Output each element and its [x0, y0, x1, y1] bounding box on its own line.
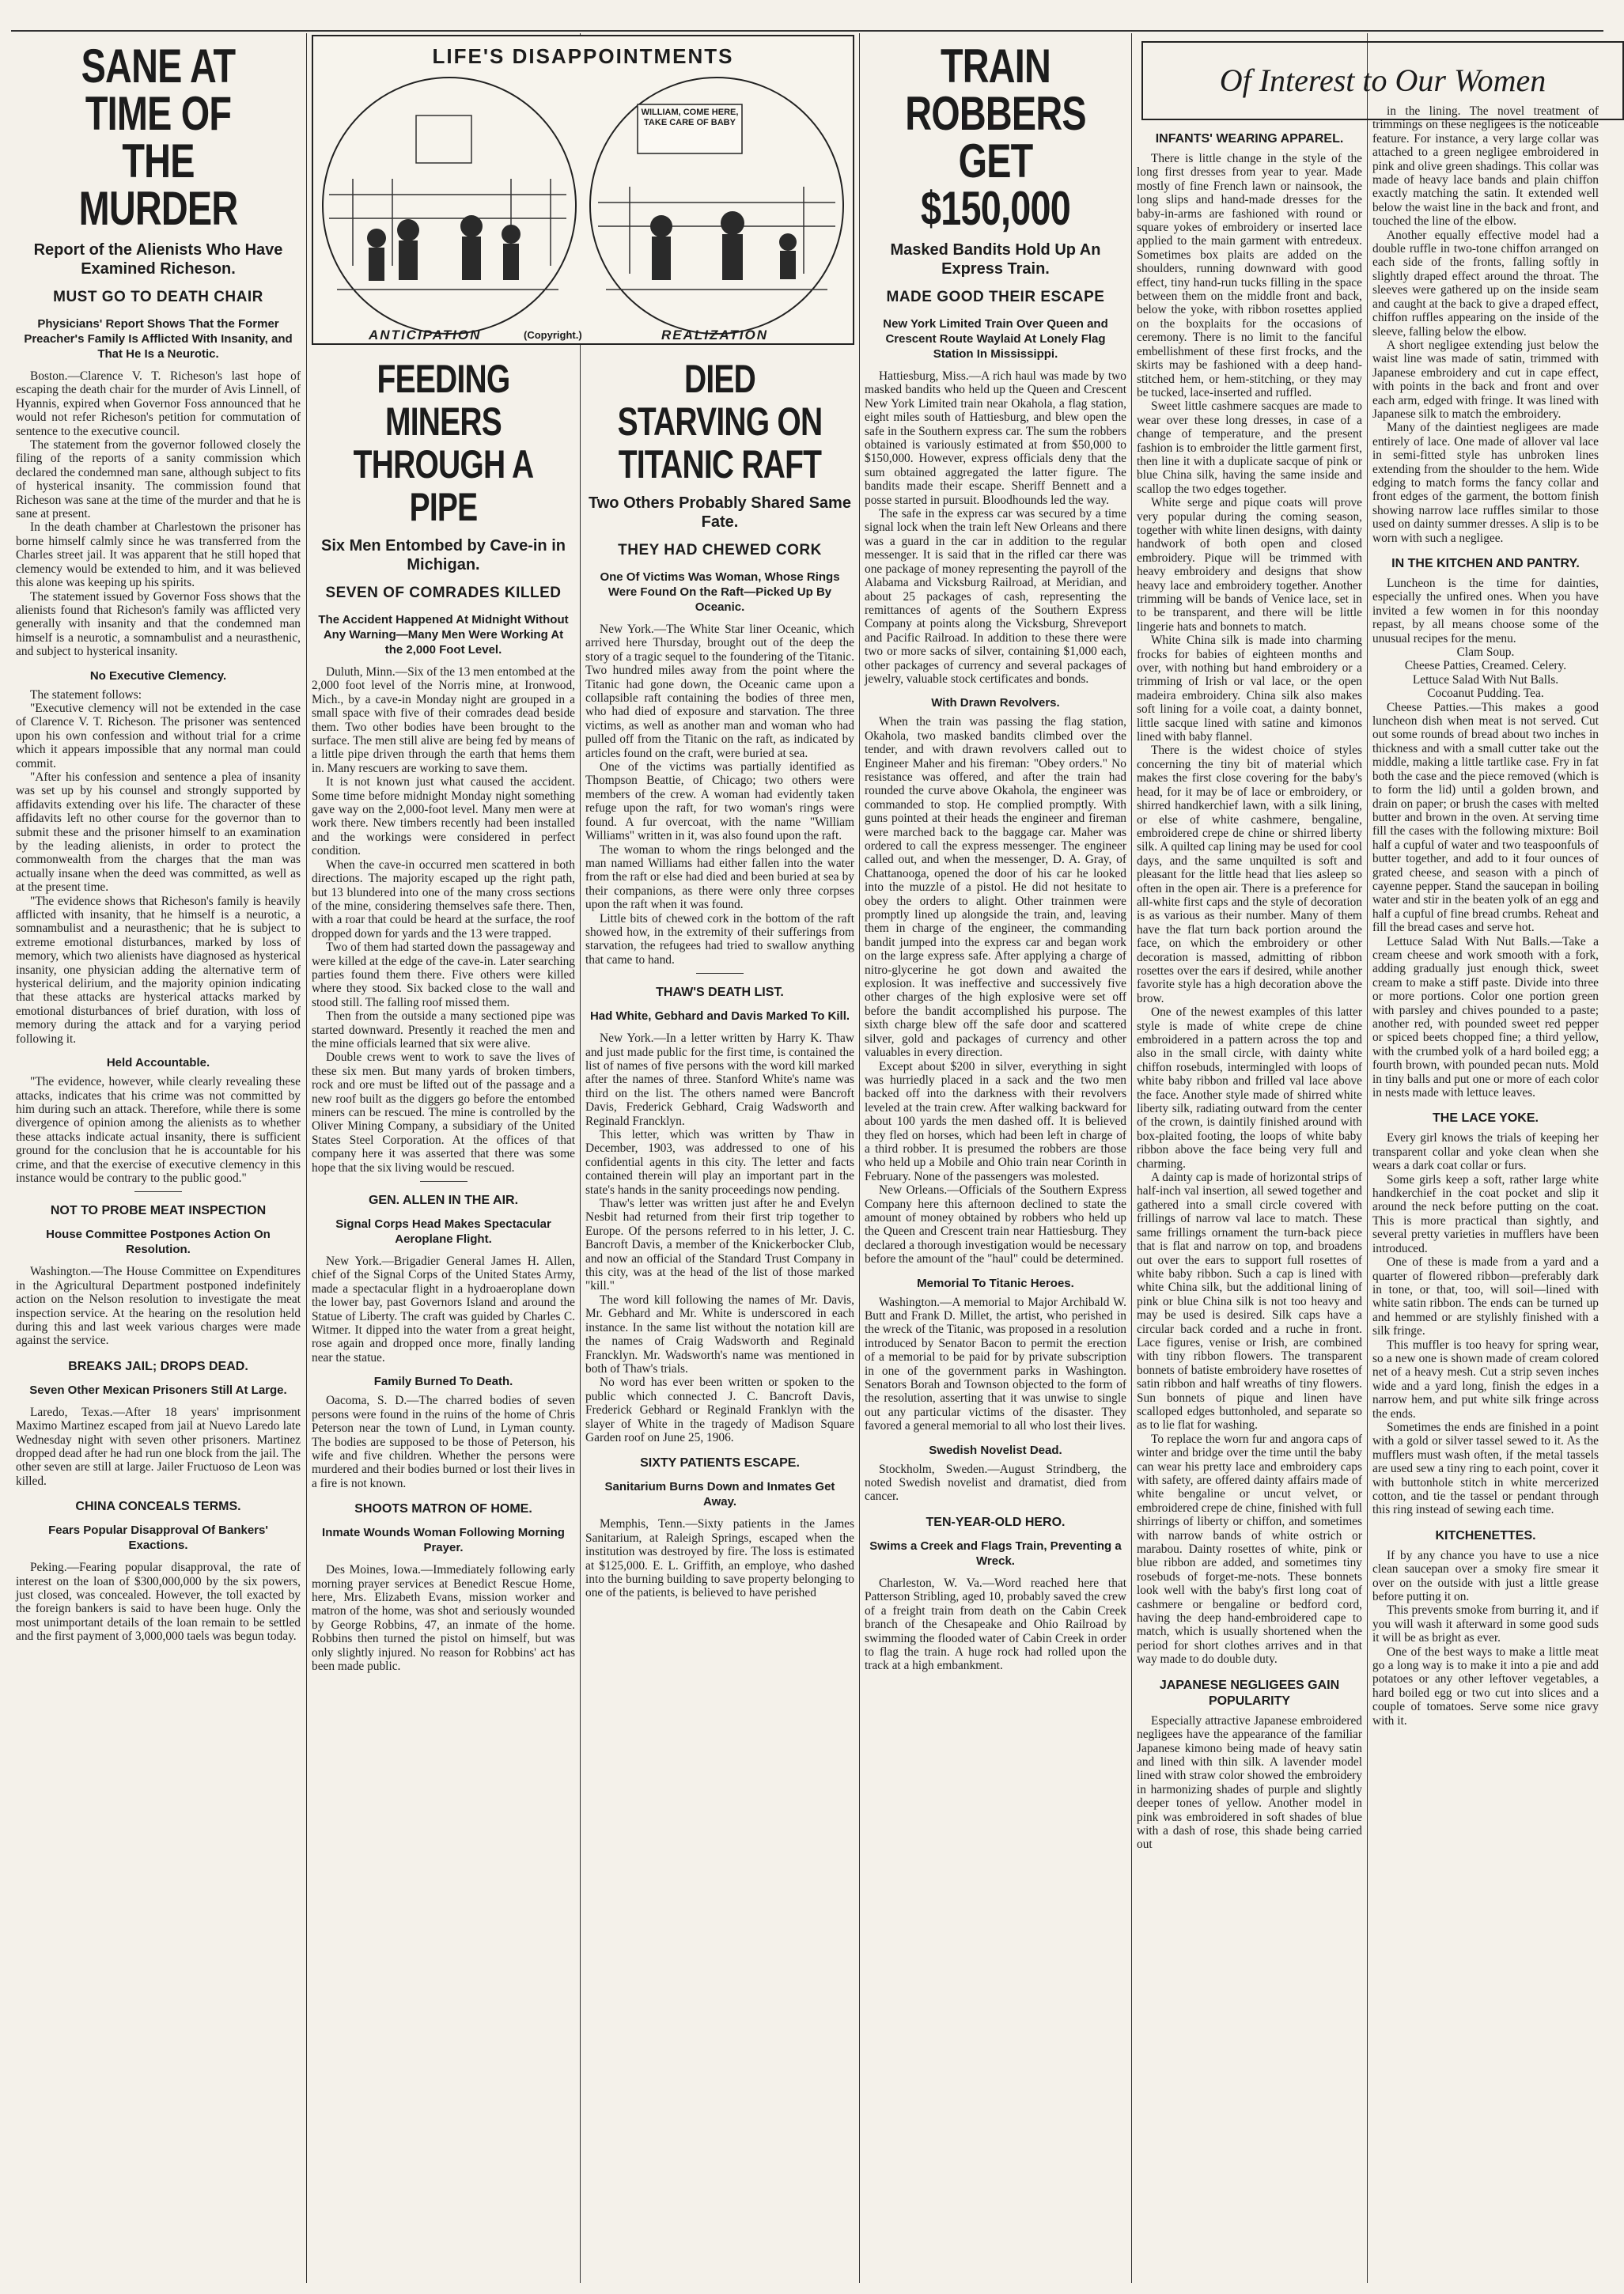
paragraph: New York.—The White Star liner Oceanic, which arrived here Thursday, brought out of the deep the story of a tragic sequel to the foundering of the Titanic. Two hundred miles away from the point where the Titanic had gone down, the Oceanic came upon a collapsible raft containing the bodies of three men, who had died of exposure and starvation. The three victims, as well as another man and woman who had pulled off from the Titanic on the raft, as indicated by articles found on the craft, were buried at sea. [585, 623, 854, 760]
paragraph: Boston.—Clarence V. T. Richeson's last hope of escaping the death chair for the murder of Avis Linnell, of Hyannis, expired when Governor Foss announced that he would not refer Richeson's petition for commutation of sentence to the executive council. [16, 369, 301, 438]
menu-item: Cocoanut Pudding. Tea. [1427, 687, 1544, 701]
headline-train-robbers: TRAIN ROBBERS GET $150,000 [905, 40, 1086, 235]
paragraph: This muffler is too heavy for spring wear, so a new one is shown made of cream colored net of a heavy mesh. Cut a strip seven inches wide and a yard long, finish the edges in a narrow hem, and put white silk fringe across the ends. [1372, 1338, 1599, 1421]
paragraph: The safe in the express car was secured by a time signal lock when the train left New Orleans and there was a guard in the car in addition to the regular messenger. It is said that in the rifled car there was one package of money representing the payroll of the Alabama and Vicksburg Railroad, at Meridian, and about 25 packages of cash, representing the remittances of agents of the Southern Express Company at points along the Vicksburg, Shreveport and Pacific Railroad. In addition to these there were two or more sacks of silver, containing $1,000 each, other packages of currency and several packages of jewelry, valuable stock certificates and bonds. [865, 507, 1126, 686]
paragraph: New York.—Brigadier General James H. Allen, chief of the Signal Corps of the United States Army, made a spectacular flight in a hydroaeroplane down the lower bay, past Governors Island and around the Statue of Liberty. The craft was guided by Charles C. Witmer. It dipped into the water from a great height, rose again and dropped once more, finally landing near the statue. [312, 1255, 575, 1365]
paragraph: If by any chance you have to use a nice clean saucepan over a smoky fire smear it over on the outside with just a little grease before putting it on. [1372, 1548, 1599, 1604]
paragraph: Especially attractive Japanese embroidered negligees have the appearance of the familiar Japanese kimono being made of heavy satin and lined with thin silk. A lavender model lined with straw color showed the embroidery in harmonizing shades of purple and slightly deeper tones of yellow. Another model in pink was embroidered in soft shades of blue with a dash of rose, this shade being carried out [1137, 1713, 1362, 1852]
paragraph: Except about $200 in silver, everything in sight was hurriedly placed in a sack and the two men backed off into the darkness with their revolvers leveled at the train crew. After walking backward for about 100 yards the men dashed off. It is believed they fled on horses, which had been left in charge of a third robber. It is presumed the robbers are those who held up a Mobile and Ohio train near Corinth in February. None of the passengers was molested. [865, 1059, 1126, 1183]
paragraph: White China silk is made into charming frocks for babies of eighteen months and over, with nothing but hand embroidery or a trimming of Irish or val lace, or the open madeira embroidery. China silk also makes soft lining for a voile coat, a dainty bonnet, little sacque lined with satine and kimonos lined with baby flannel. [1137, 634, 1362, 744]
section-head: No Executive Clemency. [89, 668, 227, 683]
menu-item: Clam Soup. [1456, 645, 1515, 660]
paragraph: Memphis, Tenn.—Sixty patients in the James Sanitarium, at Raleigh Springs, escaped when the institution was destroyed by fire. The loss is estimated at $125,000. E. L. Griffith, an employe, who dashed into the burning building to save property belonging to one of the patients, is believed to have perished [585, 1517, 854, 1600]
newspaper-page [11, 11, 1603, 2283]
subdeck: Sanitarium Burns Down and Inmates Get Away. [604, 1480, 835, 1509]
deck-seven-killed: SEVEN OF COMRADES KILLED [325, 585, 562, 601]
section-head: Held Accountable. [106, 1056, 210, 1070]
paragraph: Stockholm, Sweden.—August Strindberg, the noted Swedish novelist and dramatist, died from cancer. [865, 1462, 1126, 1504]
paragraph: "After his confession and sentence a plea of insanity was set up by his counsel and strongly supported by affidavits extending over his life. The character of these affidavits left no other course for the governor than to submit these and the prisoner himself to an examination by the leading alienists, in order to protect the commonwealth from the charges that the man was actually insane when the deed was committed, as well as at the present time. [16, 770, 301, 895]
paragraph: One of the best ways to make a little meat go a long way is to make it into a pie and add potatoes or any other leftover vegetables, a hard boiled egg or two cut into slices and a couple of tomatoes. Serve some nice gravy with it. [1372, 1645, 1599, 1728]
paragraph: One of these is made from a yard and a quarter of flowered ribbon—preferably dark in tone, or that, too, will soil—lined with white satin ribbon. The ends can be turned up and hemmed or are stylishly finished with a silk fringe. [1372, 1255, 1599, 1338]
paragraph: In the death chamber at Charlestown the prisoner has borne himself calmly since he was transferred from the Charles street jail. It was apparent that he still hoped that clemency would be extended to him, and it was believed this alone was keeping up his spirits. [16, 521, 301, 590]
subdeck: Signal Corps Head Makes Spectacular Aeroplane Flight. [335, 1217, 551, 1247]
paragraph: Duluth, Minn.—Six of the 13 men entombed at the 2,000 foot level of the Norris mine, at Ironwood, Mich., by a cave-in Monday night are grouped in a small space with five of their comrades dead beside them. Two other bodies have been brought to the surface. The men still alive are being fed by means of a little pipe driven through the earth that hems them in. Many rescuers are working to save them. [312, 665, 575, 775]
headline-jail: BREAKS JAIL; DROPS DEAD. [68, 1359, 248, 1373]
headline-kitchenettes: KITCHENETTES. [1435, 1528, 1536, 1543]
deck-death-chair: MUST GO TO DEATH CHAIR [53, 289, 263, 305]
deck-escape: MADE GOOD THEIR ESCAPE [886, 289, 1105, 305]
headline-lace-yoke: THE LACE YOKE. [1433, 1111, 1539, 1126]
women-section-banner: Of Interest to Our Women [1141, 41, 1624, 120]
paragraph: To replace the worn fur and angora caps of winter and bridge over the time until the baby can wear his pretty lace and embroidery caps with safety, are offered dainty affairs made of white bengaline or uncut velvet, or embroidered crepe de chine, finished with full shirrings of liberty or chiffon, and sometimes with narrow bands of white ostrich or marabou. Dainty rosettes of white, pink or blue ribbon are added, and sometimes tiny rosebuds of forget-me-nots. These bonnets look well with the baby's first long coat of cashmere or bengaline or bedford cord, having the deep hand-embroidered cape to match, which is usually shortened when the period for short clothes arrives and in that way made to do double duty. [1137, 1432, 1362, 1667]
deck-same-fate: Two Others Probably Shared Same Fate. [589, 494, 851, 531]
section-head: Swedish Novelist Dead. [929, 1443, 1062, 1457]
headline-allen: GEN. ALLEN IN THE AIR. [368, 1194, 519, 1208]
paragraph: Sometimes the ends are finished in a point with a gold or silver tassel sewed to it. As the mufflers must wash often, if the metal tassels are used sew a tiny ring to each point, cover it with buttonhole stitch in white mercerized cotton, and tie the tassel or pendant through this ring instead of sewing each time. [1372, 1420, 1599, 1517]
headline-kitchen: IN THE KITCHEN AND PANTRY. [1391, 557, 1580, 570]
column-1 [11, 35, 305, 2283]
column-2 [307, 350, 580, 2283]
paragraph: Double crews went to work to save the lives of these six men. But many yards of broken timbers, rock and ore must be lifted out of the passage and a new roof built as the diggers go before the entombed miners can be rescued. The mine is controlled by the Oliver Mining Company, a subsidiary of the United States Steel Corporation. At the offices of that company here it was asserted that there was some hope that the six living would be rescued. [312, 1050, 575, 1175]
paragraph: There is little change in the style of the long first dresses from year to year. Made mostly of fine French lawn or nainsook, the long slips and hand-made dresses for the baby-in-arms are fashioned with round or square yokes of embroidery or inserted lace applied to the main garment with entredeux. Sometimes box plaits are added on the shoulders, running downward with good effect, tiny hand-run tucks filling in the space between them on the middle front and back, below the yoke, with ribbon rosettes applied on the boxplaits for the occasions of ceremony. There is no limit to the fanciful embellishment of these first frocks, and the skirts may be fashioned with a deep hand-stitched hem, or hem-stitching, or they may be tucked, lace-inserted and ruffled. [1137, 152, 1362, 399]
section-head: With Drawn Revolvers. [931, 696, 1060, 710]
cartoon-sign-text: WILLIAM, COME HERE, TAKE CARE OF BABY [641, 108, 739, 127]
headline-china: CHINA CONCEALS TERMS. [75, 1500, 241, 1514]
divider [134, 1191, 182, 1192]
paragraph: Oacoma, S. D.—The charred bodies of seven persons were found in the ruins of the home of Chris Peterson near the town of Lund, in Lyman county. The bodies are supposed to be those of Peterson, his wife and five children. Whether the persons were murdered and their bodies burned or lost their lives in a fire is not known. [312, 1394, 575, 1490]
cartoon-panel [312, 35, 854, 345]
paragraph: This prevents smoke from burring it, and if you will wash it afterward in some good suds it will be as bright as ever. [1372, 1603, 1599, 1645]
kids-figures-right [650, 211, 797, 280]
divider [420, 1181, 468, 1182]
paragraph: When the cave-in occurred men scattered in both directions. The majority escaped up the right path, but 13 blundered into one of the many cross sections of the mine, considering themselves safe there. Then, with a roar that could be heard at the surface, the roof dropped down for yards and the 13 were trapped. [312, 857, 575, 941]
paragraph: One of the victims was partially identified as Thompson Beattie, of Chicago; two others were members of the crew. A woman had evidently taken refuge upon the raft, for two woman's rings were found. A fur overcoat, with the name "William Williams" written in it, was also found upon the raft. [585, 760, 854, 843]
top-rule [11, 30, 1603, 32]
subdeck-physicians: Physicians' Report Shows That the Former Preacher's Family Is Afflicted With Insanity, and That He Is a Neurotic. [24, 317, 293, 361]
paragraph: The statement issued by Governor Foss shows that the alienists found that Richeson's family was afflicted very generally with insanity and that the condemned man himself is a neurotic, a somnambulist and a neurasthenic, and subject to hysterical insanity. [16, 589, 301, 659]
headline-hero: TEN-YEAR-OLD HERO. [926, 1515, 1066, 1529]
subdeck: House Committee Postpones Action On Resolution. [46, 1228, 271, 1257]
divider [696, 973, 744, 974]
headline-sane: SANE AT TIME OF THE MURDER [78, 40, 238, 235]
paragraph: Charleston, W. Va.—Word reached here that Patterson Stribling, aged 10, probably saved the crew of a freight train from death on the Cabin Creek branch of the Chesapeake and Ohio Railroad by swimming the flooded water of Cabin Creek in order to flag the train. A huge rock had rolled upon the track at a high embankment. [865, 1576, 1126, 1673]
section-head: Memorial To Titanic Heroes. [917, 1276, 1074, 1290]
subdeck: Inmate Wounds Woman Following Morning Prayer. [322, 1526, 565, 1555]
paragraph: Peking.—Fearing popular disapproval, the rate of interest on the loan of $300,000,000 by the six powers, just closed, was concealed. However, the toll exacted by the foreign bankers is said to have been huge. Only the most unimportant details of the loan remain to be settled and the first payment of 3,000,000 taels was begun today. [16, 1561, 301, 1644]
paragraph: Laredo, Texas.—After 18 years' imprisonment Maximo Martinez escaped from jail at Nuevo Laredo late Wednesday night with seven other prisoners. Martinez dropped dead after he had run one block from the jail. The other seven are still at large. Jailer Fructuoso de Leon was killed. [16, 1405, 301, 1488]
cartoon-title: LIFE'S DISAPPOINTMENTS [432, 44, 734, 68]
headline-thaw: THAW'S DEATH LIST. [656, 986, 784, 1000]
paragraph: A short negligee extending just below the waist line was made of satin, trimmed with Japanese embroidery and cut in cape effect, with points in the back and front and over each arm, edged with fringe. It was lined with Japanese silk to match the embroidery. [1372, 338, 1599, 421]
paragraph: Then from the outside a many sectioned pipe was started downward. Presently it reached the men and the mine officials learned that six were alive. [312, 1009, 575, 1050]
paragraph: Lettuce Salad With Nut Balls.—Take a cream cheese and work smooth with a fork, adding gradually just enough thick, sweet cream to make a stiff paste. Divide into three or more portions. Color one portion green with parsley and chives pounded to a paste; another red, with pounded sweet red pepper or spiced beets chopped fine; a third yellow, with the crumbed yolk of a hard boiled egg; a fourth brown, with pounded pecan nuts. Mold in tiny balls and put one or more of each color in nests made with lettuce leaves. [1372, 934, 1599, 1100]
deck-chewed-cork: THEY HAD CHEWED CORK [618, 542, 822, 558]
paragraph: It is not known just what caused the accident. Some time before midnight Monday night something gave way on the 2,000-foot level. Many men were at work there. New timbers recently had been installed and the workings were considered in perfect condition. [312, 775, 575, 858]
paragraph: Every girl knows the trials of keeping her transparent collar and yoke clean when she wears a dark coat collar or furs. [1372, 1131, 1599, 1173]
paragraph: Many of the daintiest negligees are made entirely of lace. One made of allover val lace in semi-fitted style has unbroken lines extending from the shoulder to the hem. Wide edging to match forms the fancy collar and front edges of the garment, the bottom finish showing narrow lace ruffles similar to those used on dainty summer dresses. A slip is to be worn with such a negligee. [1372, 421, 1599, 545]
subdeck-midnight: The Accident Happened At Midnight Without Any Warning—Many Men Were Working At the 2,000 Foot Level. [318, 613, 569, 657]
column-4 [860, 35, 1131, 2283]
window-icon [416, 115, 471, 163]
paragraph: Some girls keep a soft, rather large white handkerchief in the coat pocket and slip it around the neck before putting on the coat. This is more practical than sightly, and several pretty varieties in mufflers have been introduced. [1372, 1172, 1599, 1255]
paragraph: Two of them had started down the passageway and were killed at the edge of the cave-in. Later searching parties found them there. Five others were killed where they stood. Six backed close to the wall and stood still. The falling roof missed them. [312, 941, 575, 1009]
paragraph: No word has ever been written or spoken to the public which connected J. C. Bancroft Davis, Frederick Gebhard or Reginald Franklyn with the slayer of White in the tragedy of Madison Square Garden roof on June 25, 1906. [585, 1376, 854, 1444]
kids-figures-left [367, 215, 521, 281]
paragraph: Washington.—The House Committee on Expenditures in the Agricultural Department postponed indefinitely action on the Nelson resolution to investigate the meat inspection service. At the hearing on the resolution held during this and last week various charges were made against the service. [16, 1265, 301, 1348]
paragraph: New York.—In a letter written by Harry K. Thaw and just made public for the first time, is contained the list of names of five persons with the word kill marked after the names of three. Stanford White's name was third on the list. The others named were Bancroft Davis, Frederick Gebhard, Craig Wadsworth and Reginald Francklyn. [585, 1032, 854, 1128]
menu-item: Cheese Patties, Creamed. Celery. [1404, 659, 1567, 673]
paragraph: When the train was passing the flag station, Okahola, two masked bandits climbed over the tender, and with drawn revolvers called out to Engineer Maher and his fireman: "Obey orders." No resistance was offered, and after the train had rounded the curve above Okahola, the engineer was commanded to stop. He complied promptly. With guns pointed at their heads the engineer and fireman were marched back to the baggage car. Maher was ordered to call the express messenger. The engineer called out, and when the messenger, D. A. Gray, of Chattanooga, opened the door of his car he looked into the muzzle of a pistol. He did not hesitate to obey the orders to alight. Other trainmen were promptly lined up alongside the train, and, leaving them in charge of the engineer, the commanding bandit jumped into the express car and began work on the large express safe. After applying a charge of nitro-glycerine he got down and awaited the explosion. It was ineffective and successively five other charges of the high explosive were set off before the bandit accomplished his purpose. The sixth charge blew off the safe door and scattered silver, gold and packages of currency and other valuables in every direction. [865, 715, 1126, 1060]
column-3 [581, 350, 859, 2283]
paragraph: Luncheon is the time for dainties, especially the unfired ones. When you have invited a few women in for this noonday repast, by all means choose some of the unusual recipes for the menu. [1372, 577, 1599, 645]
paragraph: Sweet little cashmere sacques are made to wear over these long dresses, in case of a change of temperature, and the present fashion is to embroider the little garment first, then line it with a duplicate sacque of pink or blue China silk, having the same inside and scallop the two edges together. [1137, 399, 1362, 496]
paragraph: "The evidence, however, while clearly revealing these attacks, indicates that his crime was not committed by him during such an attack. Therefore, while there is some divergence of opinion among the alienists as to whether these attacks indicate actual insanity, there is sufficient ground for the conclusion that he is accountable for his crime, and that the exercise of executive clemency in this instance would be contrary to the public good." [16, 1075, 301, 1185]
deck-entombed: Six Men Entombed by Cave-in in Michigan. [321, 537, 566, 574]
subdeck: Seven Other Mexican Prisoners Still At Large. [29, 1383, 287, 1397]
headline-negligees: JAPANESE NEGLIGEES GAIN POPULARITY [1159, 1678, 1340, 1708]
paragraph: Des Moines, Iowa.—Immediately following early morning prayer services at Benedict Rescue Home, here, Mrs. Elizabeth Evans, mission worker and matron of the home, was shot and seriously wounded by George Robbins, 47, an inmate of the home. Robbins then turned the pistol on himself, but was only slightly injured. No reason for Robbins' act has been made public. [312, 1563, 575, 1673]
paragraph: Hattiesburg, Miss.—A rich haul was made by two masked bandits who held up the Queen and Crescent New York Limited train near Okahola, a flag station, eight miles south of Hattiesburg, and blew open the safe in the Southern express car. The sum the robbers obtained is variously estimated at from $50,000 to $150,000. However, express officials deny that the sum obtained aggregated the latter figure. The bandits made their escape. Sheriff Bennett and a posse started in pursuit. Bloodhounds led the way. [865, 369, 1126, 507]
menu-item: Lettuce Salad With Nut Balls. [1412, 672, 1559, 687]
subdeck-oceanic: One Of Victims Was Woman, Whose Rings Were Found On the Raft—Picked Up By Oceanic. [600, 570, 840, 614]
paragraph: Another equally effective model had a double ruffle in two-tone chiffon arranged on each side of the fronts, falling softly in slightly draped effect around the throat. The sleeves were gathered up on the inside seam and caught at the back to give a draped effect, chiffon ruffles appearing on the inside of the sleeve, falling below the elbow. [1372, 228, 1599, 339]
subdeck: Swims a Creek and Flags Train, Preventing a Wreck. [869, 1539, 1122, 1568]
headline-miners: FEEDING MINERS THROUGH A PIPE [353, 357, 534, 529]
paragraph: Little bits of chewed cork in the bottom of the raft showed how, in the extremity of their sufferings from starvation, the refugees had tried to swallow anything that came to hand. [585, 911, 854, 967]
subdeck: Fears Popular Disapproval Of Bankers' Exactions. [48, 1524, 268, 1553]
paragraph: Thaw's letter was written just after he and Evelyn Nesbit had returned from their first trip together to Europe. Of the persons referred to in his letter, J. C. Bancroft Davis, a member of the Knickerbocker Club, and now an official of the Standard Trust Company in this city, was at the head of the list of those marked "kill." [585, 1197, 854, 1293]
paragraph: There is the widest choice of styles concerning the tiny bit of material which makes the first close covering for the baby's head, for it may be of lace or embroidery, or shirred handkerchief lawn, with a silk lining, or else of white cashmere, bengaline, embroidered crepe de chine or shirred liberty silk. A quilted cap lining may be used for cool days, and the same unquilted is soft and pleasant for the little head that lies asleep so often in the open air. There is a preference for all-white first caps and the style of decoration is as various as their number. Many of them have the flat turn back portion around the face, on which the embroidery or other decoration is massed, admitting of ribbon rosettes over the ears if desired, while another favorite style has a high decoration above the brow. [1137, 744, 1362, 1005]
headline-meat: NOT TO PROBE MEAT INSPECTION [50, 1204, 267, 1218]
paragraph: A dainty cap is made of horizontal strips of half-inch val insertion, all sewed together and gathered into a small circle covered with frillings of narrow val lace to match. These same frillings ornament the turn-back piece that is flat and narrow on top, and broadens out over the ears to support full rosettes of white baby ribbon. Such a cap is lined with white China silk, but the additional lining of pink or blue China silk is not too heavy and may be used is desired. Silk caps have a circular back corded and a ruche in front. Lace figures, venise or Irish, are combined with tiny ribbon flowers. The transparent bonnets of batiste embroidery have rosettes of satin ribbon and half wreaths of tiny flowers. Sun bonnets of pique and linen have scalloped edges buttonholed, and separate so as to lie flat for washing. [1137, 1171, 1362, 1433]
caption-realization: REALIZATION [661, 327, 769, 343]
paragraph: "Executive clemency will not be extended in the case of Clarence V. T. Richeson. The prisoner was sentenced upon his own confession and without trial for a crime which it appears impossible that any normal man could commit. [16, 701, 301, 770]
paragraph: The statement follows: [30, 687, 142, 702]
section-head: Family Burned To Death. [373, 1375, 513, 1389]
paragraph: The word kill following the names of Mr. Davis, Mr. Gebhard and Mr. White is underscored in each instance. In the same list without the notation kill are the names of Craig Wadsworth and Reginald Francklyn. Mr. Wadsworth's name was mentioned in both of Thaw's trials. [585, 1293, 854, 1376]
caption-anticipation: ANTICIPATION [369, 327, 482, 343]
paragraph: Cheese Patties.—This makes a good luncheon dish when meat is not served. Cut out some rounds of bread about two inches in thickness and with a small cutter take out the middle, making a little tartlike case. Fry in fat both the case and the piece removed (which is to form the lid) until a golden brown, and drain on paper; or brush the cases with melted butter and brown in the oven. At serving time fill the cases with the following mixture: Boil half a cupful of water and two teaspoonfuls of butter together, and add to it four ounces of grated cheese, and season with a pinch of cayenne pepper. Stand the saucepan in boiling water and stir in the beaten yolk of an egg and half a cupful of fine bread crumbs. Reheat and fill the bread cases and serve hot. [1372, 700, 1599, 935]
paragraph: Washington.—A memorial to Major Archibald W. Butt and Frank D. Millet, the artist, who perished in the wreck of the Titanic, was proposed in a resolution introduced by Senator Bacon to permit the erection of a memorial to be paid for by private subscription in one of the government parks in Washington. Senators Borah and Townson objected to the form of the resolution, asserting that it was unwise to single out any particular victims of the disaster. They favored a general memorial to all who lost their lives. [865, 1295, 1126, 1433]
fence-right [598, 187, 835, 274]
paragraph: White serge and pique coats will prove very popular during the coming season, together with white linen designs, with dainty handwork of both open and closed embroidery. Pique will be trimmed with heavy embroidery and designs that show heavy lace and embroidery together. Another trimming will be bands of Venice lace, set in to be transparent, and there will be little lingerie hats and bonnets to match. [1137, 496, 1362, 634]
headline-sixty: SIXTY PATIENTS ESCAPE. [640, 1456, 800, 1471]
cartoon-copyright: (Copyright.) [524, 329, 582, 341]
paragraph: in the lining. The novel treatment of trimmings on these negligees is the noticeable feature. For instance, a very large collar was attached to a green negligee embroidered in pink and olive green shadings. This collar was made of heavy lace bands and plain chiffon exactly matching the satin. It extended well below the waist line in the back and front, and touched the line of the elbow. [1372, 104, 1599, 229]
paragraph: The statement from the governor followed closely the filing of the reports of a sanity commission which declared the condemned man sane, although subject to fits of hysterical insanity. The commission found that Richeson was sane at the time of the murder and that he is sane at present. [16, 438, 301, 521]
subdeck: Had White, Gebhard and Davis Marked To Kill. [589, 1009, 850, 1024]
paragraph: This letter, which was written by Thaw in December, 1903, was addressed to one of his confidential agents in this city. The letter and facts contained therein will play an important part in the state's hands in the sanity proceedings now pending. [585, 1128, 854, 1197]
cartoon-illustration [313, 36, 853, 343]
headline-titanic-raft: DIED STARVING ON TITANIC RAFT [617, 357, 823, 486]
headline-infants: INFANTS' WEARING APPAREL. [1155, 132, 1344, 146]
paragraph: One of the newest examples of this latter style is made of white crepe de chine embroidered in a pattern across the top and also in the small circle, with dainty white chiffon rosebuds, intermingled with loops of white baby ribbon and frilled val lace above the face. Another style made of shirred white liberty silk, radiating outward from the center of the crown, is daintily finished around with box-plaited footing, the loops of white baby ribbon above the face being very full and charming. [1137, 1005, 1362, 1171]
paragraph: The woman to whom the rings belonged and the man named Williams had either fallen into the water from the raft or else had died and been buried at sea by their companions, as there were only three corpses upon the raft when it was found. [585, 842, 854, 912]
deck-masked-bandits: Masked Bandits Hold Up An Express Train. [890, 241, 1101, 278]
headline-matron: SHOOTS MATRON OF HOME. [354, 1502, 532, 1516]
fence-left [329, 179, 566, 266]
paragraph: "The evidence shows that Richeson's family is heavily afflicted with insanity, that he himself is a neurotic, a somnambulist and a neurasthenic; that he is subject to extreme emotional disturbances, marked by loss of memory, which two alienists have diagnosed as hysterical insanity, one physician adding the alternative term of hysterical delirium, and the majority opinion indicating that these attacks are hysterical attacks marked by emotional disturbances of brief duration, with loss of memory during the attack and for a varying period following it. [16, 894, 301, 1046]
subdeck-limited: New York Limited Train Over Queen and Crescent Route Waylaid At Lonely Flag Station In Mississippi. [883, 317, 1108, 361]
paragraph: New Orleans.—Officials of the Southern Express Company here this afternoon declined to state the amount of money obtained by robbers who held up the Queen and Crescent train near Hattiesburg. They declared a thorough investigation would be necessary before the amount of the "haul" could be determined. [865, 1183, 1126, 1266]
deck-report: Report of the Alienists Who Have Examined Richeson. [33, 241, 283, 278]
column-6 [1368, 104, 1603, 2283]
